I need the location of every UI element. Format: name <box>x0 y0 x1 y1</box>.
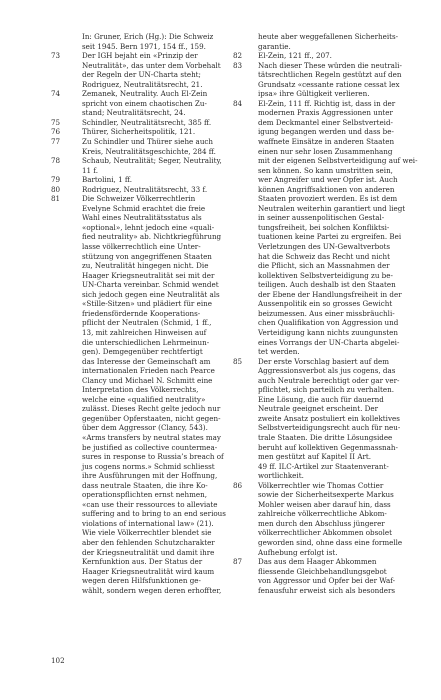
text-line: zweite Ansatz postuliert ein kollektives <box>258 413 400 423</box>
text-line: wer Angreifer und wer Opfer ist. Auch <box>258 175 398 185</box>
text-line: Der IGH bejaht ein «Prinzip der <box>82 51 198 61</box>
text-line: kollektiven Selbstverteidigung zu be- <box>258 270 393 280</box>
endnote <box>230 357 436 481</box>
text-line: men durch den Abschluss jüngerer <box>258 518 385 528</box>
text-line: auch Neutrale berechtigt oder gar ver- <box>258 375 400 385</box>
text-line: Aussenpolitik ein so grosses Gewicht <box>258 299 393 309</box>
text-line: Der erste Vorschlag basiert auf dem <box>258 356 390 366</box>
text-line: chen Qualifikation von Aggression und <box>258 318 399 328</box>
endnote-text <box>82 194 226 595</box>
text-line: Die Schweizer Völkerrechtlerin <box>82 194 196 204</box>
text-line: Rodriguez, Neutralitätsrecht, 33 f. <box>82 184 208 194</box>
text-line: Verteidigung kann nichts zuungunsten <box>258 327 399 337</box>
text-line: die unterschiedlichen Lehrmeinun- <box>82 337 210 347</box>
text-line: Kreis, Neutralitätsgeschichte, 284 ff. <box>82 146 216 156</box>
text-line: be justified as collective countermea- <box>82 442 218 452</box>
endnote-text <box>82 118 226 128</box>
text-line: jus cogens norms.» Schmid schliesst <box>82 461 215 471</box>
text-line: pflichtet, sich parteilich zu verhalten. <box>258 385 394 395</box>
endnote-number: 74 <box>51 89 61 99</box>
text-line: waffnete Einsätze in anderen Staaten <box>258 137 395 147</box>
text-line: Wie viele Völkerrechtler blendet sie <box>82 528 212 538</box>
text-line: dem Deckmantel einer Selbstverteid- <box>258 117 393 127</box>
text-line: zahlreiche völkerrechtliche Abkom- <box>258 509 387 519</box>
text-line: Das aus dem Haager Abkommen <box>258 557 377 567</box>
text-line: men gestützt auf Kapitel II Art. <box>258 452 372 462</box>
text-line: trale Staaten. Die dritte Lösungsidee <box>258 432 393 442</box>
text-line: El-Zein, 121 ff., 207. <box>258 51 332 61</box>
endnote-number: 83 <box>233 60 243 70</box>
text-line: Zu Schindler und Thürer siehe auch <box>82 137 214 147</box>
text-line: fied neutrality» ab. Nichtkriegführung <box>82 232 222 242</box>
text-line: garantie. <box>258 41 291 51</box>
text-line: aber den fehlenden Schutzcharakter <box>82 537 215 547</box>
endnote <box>230 61 436 99</box>
text-line: der Regeln der UN-Charta steht; <box>82 70 201 80</box>
text-line: tuationen keine Partei zu ergreifen. Bei <box>258 232 402 242</box>
text-line: pflicht der Neutralen (Schmid, 1 ff., <box>82 318 212 328</box>
text-line: sich jedoch gegen eine Neutralität als <box>82 289 220 299</box>
text-line: beizumessen. Aus einer missbräuchli- <box>258 308 395 318</box>
text-line: Evelyne Schmid erachtet die freie <box>82 203 206 213</box>
endnote-number: 80 <box>51 184 61 194</box>
text-line: in seiner aussenpolitischen Gestal- <box>258 213 385 223</box>
text-line: das Interesse der Gemeinschaft am <box>82 356 211 366</box>
text-line: zu, Neutralität hingegen nicht. Die <box>82 261 209 271</box>
endnote-text <box>82 137 226 156</box>
text-line: Selbstverteidigungsrecht auch für neu- <box>258 423 401 433</box>
text-line: Aufhebung erfolgt ist. <box>258 547 338 557</box>
text-line: einen nur sehr losen Zusammenhang <box>258 146 393 156</box>
endnote <box>0 156 226 175</box>
endnote <box>230 99 436 357</box>
text-line: In: Gruner, Erich (Hg.): Die Schweiz <box>82 32 214 41</box>
text-line: igung begangen werden und dass be- <box>258 127 394 137</box>
endnote-number: 86 <box>233 480 243 490</box>
text-line: lasse völkerrechtlich eine Unter- <box>82 242 201 252</box>
text-line: internationalen Frieden nach Pearce <box>82 366 215 376</box>
endnote-text <box>82 175 226 185</box>
text-line: Völkerrechtler wie Thomas Cottier <box>258 480 384 490</box>
text-line: gegenüber Opferstaaten, nicht gegen- <box>82 413 221 423</box>
text-line: Kernfunktion aus. Der Status der <box>82 557 203 567</box>
endnote-text <box>82 51 226 89</box>
text-line: «Arms transfers by neutral states may <box>82 432 221 442</box>
endnote-number: 77 <box>51 137 61 147</box>
text-line: welche eine «qualified neutrality» <box>82 394 206 404</box>
text-line: beruht auf kollektiven Gegenmassnah- <box>258 442 398 452</box>
text-line: «can use their ressources to alleviate <box>82 499 218 509</box>
text-line: «optional», lehnt jedoch eine «quali- <box>82 222 215 232</box>
text-line: der Kriegsneutralität und damit ihre <box>82 547 215 557</box>
text-line: stützung von angegriffenen Staaten <box>82 251 212 261</box>
text-line: eines Vorrangs der UN-Charta abgelei- <box>258 337 400 347</box>
page-number: 102 <box>51 656 65 665</box>
endnote <box>0 137 226 156</box>
text-line: dass neutrale Staaten, die ihre Ko- <box>82 480 208 490</box>
text-line: sen können. So kann umstritten sein, <box>258 165 393 175</box>
endnote-text <box>258 61 436 99</box>
endnote <box>0 175 226 185</box>
text-line: «Stille-Sitzen» und plädiert für eine <box>82 299 212 309</box>
text-line: Aggressionsverbot als jus cogens, das <box>258 366 396 376</box>
text-line: zulässt. Dieses Recht gelte jedoch nur <box>82 404 221 414</box>
text-line: sowie der Sicherheitsexperte Markus <box>258 490 394 500</box>
endnote-text <box>82 32 226 51</box>
endnote-text <box>82 185 226 195</box>
text-line: völkerrechtlicher Abkommen obsolet <box>258 528 392 538</box>
endnote-number: 85 <box>233 356 243 366</box>
text-line: friedensfördernde Kooperations- <box>82 308 201 318</box>
endnote-number: 73 <box>51 51 61 61</box>
text-line: Bartolini, 1 ff. <box>82 175 132 185</box>
text-line: 49 ff. ILC-Artikel zur Staatenverant- <box>258 461 389 471</box>
text-line: suffering and to bring to an end serious <box>82 509 226 519</box>
text-line: Wahl eines Neutralitätsstatus als <box>82 213 202 223</box>
endnote-number: 79 <box>51 175 61 185</box>
endnote <box>230 481 436 557</box>
endnote-number: 78 <box>51 156 61 166</box>
endnote-text <box>82 127 226 137</box>
text-line: Eine Lösung, die auch für dauernd <box>258 394 384 404</box>
endnote-number: 81 <box>51 194 61 204</box>
endnote-text <box>258 557 436 595</box>
endnote <box>230 51 436 61</box>
endnote <box>0 89 226 118</box>
endnote-text <box>258 481 436 557</box>
text-line: Schindler, Neutralitätsrecht, 385 ff. <box>82 117 212 127</box>
endnote <box>230 32 436 51</box>
text-line: Mohler weisen aber darauf hin, dass <box>258 499 391 509</box>
text-line: Interpretation des Völkerrechts, <box>82 385 199 395</box>
endnote <box>0 185 226 195</box>
endnote-number: 82 <box>233 51 243 61</box>
text-line: die Pflicht, sich an Massnahmen der <box>258 261 390 271</box>
text-line: heute aber weggefallenen Sicherheits- <box>258 32 399 41</box>
endnote <box>0 32 226 51</box>
text-line: wortlichkeit. <box>258 471 304 481</box>
endnote-number: 76 <box>51 127 61 137</box>
text-line: von Aggressor und Opfer bei der Waf- <box>258 576 396 586</box>
text-line: Staaten provoziert werden. Es ist dem <box>258 194 398 204</box>
text-line: operationspflichten ernst nehmen, <box>82 490 207 500</box>
endnote-text <box>258 32 436 51</box>
text-line: wählt, sondern wegen deren erhoffter, <box>82 585 222 595</box>
text-line: hat die Schweiz das Recht und nicht <box>258 251 390 261</box>
endnote-number: 75 <box>51 117 61 127</box>
text-line: tungsfreiheit, bei solchen Konfliktsi- <box>258 222 390 232</box>
text-line: teiligen. Auch deshalb ist den Staaten <box>258 280 396 290</box>
endnote-text <box>82 156 226 175</box>
text-line: Clancy und Michael N. Schmitt eine <box>82 375 213 385</box>
text-line: Thürer, Sicherheitspolitik, 121. <box>82 127 196 137</box>
text-line: 11 f. <box>82 165 99 175</box>
text-line: Haager Kriegsneutralität wird kaum <box>82 566 215 576</box>
text-line: können Angriffsaktionen von anderen <box>258 184 395 194</box>
text-line: ihre Ausführungen mit der Hoffnung, <box>82 471 218 481</box>
text-line: der Ebene der Handlungsfreiheit in der <box>258 289 402 299</box>
text-line: violations of international law» (21). <box>82 518 214 528</box>
text-line: 13, mit zahlreichen Hinweisen auf <box>82 327 207 337</box>
endnote <box>0 118 226 128</box>
text-line: Rodriguez, Neutralitätsrecht, 21. <box>82 79 203 89</box>
text-line: fliessende Gleichbehandlungsgebot <box>258 566 387 576</box>
text-line: wegen deren Hilfsfunktionen ge- <box>82 576 201 586</box>
text-line: seit 1945. Bern 1971, 154 ff., 159. <box>82 41 206 51</box>
text-line: Schaub, Neutralität; Seger, Neutrality, <box>82 156 222 166</box>
text-line: UN-Charta vereinbar. Schmid wendet <box>82 280 219 290</box>
text-line: Neutrale geeignet erscheint. Der <box>258 404 379 414</box>
text-line: Nach dieser These würden die neutrali- <box>258 60 402 70</box>
text-line: Verletzungen des UN-Gewaltverbots <box>258 242 391 252</box>
endnote-text <box>258 357 436 481</box>
endnote-number: 84 <box>233 98 243 108</box>
endnote-number: 87 <box>233 557 243 567</box>
notes-column-left <box>0 32 226 595</box>
endnote-text <box>258 51 436 61</box>
text-line: Zemanek, Neutrality. Auch El-Zein <box>82 89 208 99</box>
text-line: gen). Demgegenüber rechtfertigt <box>82 347 203 357</box>
text-line: geworden sind, ohne dass eine formelle <box>258 537 403 547</box>
text-line: sures in response to Russia’s breach of <box>82 452 224 462</box>
endnote-number <box>230 32 258 51</box>
text-line: spricht von einem chaotischen Zu- <box>82 98 207 108</box>
endnote <box>0 127 226 137</box>
text-line: fenausfuhr erweist sich als besonders <box>258 585 396 595</box>
text-line: stand; Neutralitätsrecht, 24. <box>82 108 186 118</box>
notes-column-right <box>230 32 436 595</box>
endnote-text <box>258 99 436 357</box>
text-line: ipsa» ihre Gültigkeit verlieren. <box>258 89 370 99</box>
endnote <box>230 557 436 595</box>
text-line: tätsrechtlichen Regeln gestützt auf den <box>258 70 402 80</box>
text-line: El-Zein, 111 ff. Richtig ist, dass in der <box>258 98 396 108</box>
endnote-number <box>0 32 82 51</box>
endnote <box>0 51 226 89</box>
text-line: über dem Aggressor (Clancy, 543). <box>82 423 208 433</box>
endnote-text <box>82 89 226 118</box>
text-line: modernen Praxis Aggressionen unter <box>258 108 393 118</box>
text-line: mit der eigenen Selbstverteidigung auf wei- <box>258 156 418 166</box>
text-line: tet werden. <box>258 347 300 357</box>
text-line: Haager Kriegsneutralität sei mit der <box>82 270 215 280</box>
text-line: Neutralen weiterhin garantiert und liegt <box>258 203 406 213</box>
text-line: Neutralität», das unter dem Vorbehalt <box>82 60 221 70</box>
endnote <box>0 194 226 595</box>
text-line: Grundsatz «cessante ratione cessat lex <box>258 79 400 89</box>
